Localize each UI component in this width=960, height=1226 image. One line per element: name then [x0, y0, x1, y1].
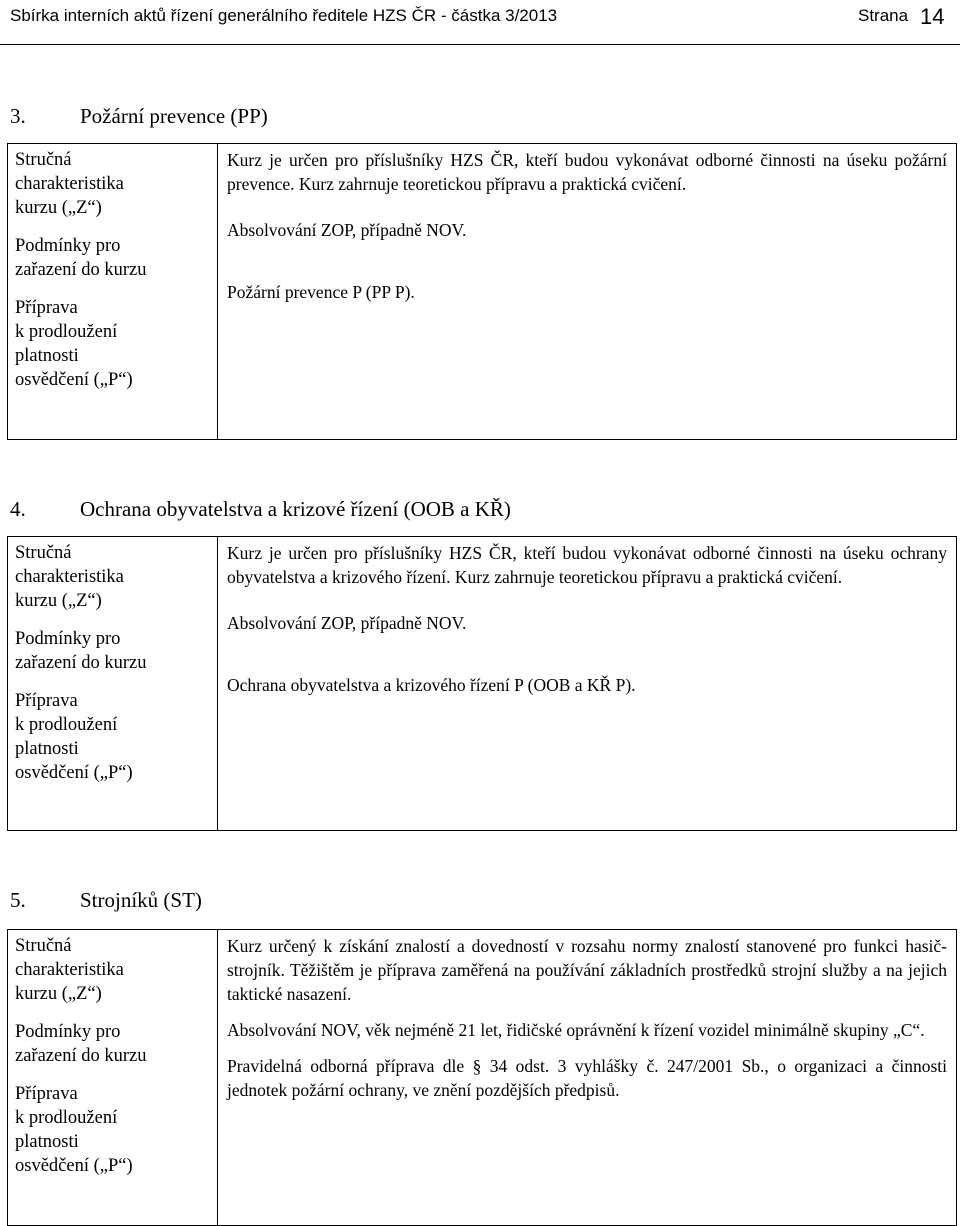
label-column: [8, 930, 218, 1226]
label-preparation: Příprava k prodloužení platnosti osvědčení („P“): [15, 1084, 133, 1176]
label-conditions: Podmínky pro zařazení do kurzu: [15, 236, 147, 280]
section-title: Strojníků (ST): [80, 888, 202, 912]
page-number: 14: [920, 4, 945, 29]
text-preparation: Ochrana obyvatelstva a krizového řízení P (OOB a KŘ P).: [227, 675, 636, 695]
label-preparation: Příprava k prodloužení platnosti osvědčení („P“): [15, 298, 133, 390]
text-conditions: Absolvování NOV, věk nejméně 21 let, řidičské oprávnění k řízení vozidel minimálně skupiny „C“.: [227, 1020, 925, 1040]
section-table-3: [7, 143, 957, 440]
label-preparation: Příprava k prodloužení platnosti osvědčení („P“): [15, 691, 133, 783]
section-table-4: [7, 536, 957, 831]
label-conditions: Podmínky pro zařazení do kurzu: [15, 629, 147, 673]
text-preparation: Požární prevence P (PP P).: [227, 282, 415, 302]
section-table-5: [7, 929, 957, 1226]
content-column: [218, 537, 957, 831]
label-column: [8, 144, 218, 440]
section-number: 5.: [10, 888, 26, 912]
section-heading-4: [10, 497, 511, 522]
label-column: [8, 537, 218, 831]
label-conditions: Podmínky pro zařazení do kurzu: [15, 1022, 147, 1066]
section-title: Požární prevence (PP): [80, 104, 268, 128]
header-title: Sbírka interních aktů řízení generálního ředitele HZS ČR - částka 3/2013: [10, 6, 558, 25]
text-brief-characteristic: Kurz určený k získání znalostí a dovedností v rozsahu normy znalostí stanovené pro funkci hasič-strojník. Těžištěm je příprava zaměřená na používání základních prostředků strojní služby a na jejich taktické nasazení.: [227, 936, 947, 1004]
content-column: [218, 144, 957, 440]
label-brief-characteristic: Stručná charakteristika kurzu („Z“): [15, 150, 124, 218]
text-conditions: Absolvování ZOP, případně NOV.: [227, 220, 467, 240]
page-label: Strana: [858, 6, 909, 25]
text-conditions: Absolvování ZOP, případně NOV.: [227, 613, 467, 633]
section-number: 4.: [10, 497, 26, 521]
section-title: Ochrana obyvatelstva a krizové řízení (OOB a KŘ): [80, 497, 511, 521]
section-number: 3.: [10, 104, 26, 128]
section-heading-5: [10, 888, 202, 913]
label-brief-characteristic: Stručná charakteristika kurzu („Z“): [15, 936, 124, 1004]
section-heading-3: [10, 104, 268, 129]
text-brief-characteristic: Kurz je určen pro příslušníky HZS ČR, kteří budou vykonávat odborné činnosti na úseku požární prevence. Kurz zahrnuje teoretickou přípravu a praktická cvičení.: [227, 150, 947, 194]
content-column: [218, 930, 957, 1226]
label-brief-characteristic: Stručná charakteristika kurzu („Z“): [15, 543, 124, 611]
text-brief-characteristic: Kurz je určen pro příslušníky HZS ČR, kteří budou vykonávat odborné činnosti na úseku ochrany obyvatelstva a krizového řízení. Kurz zahrnuje teoretickou přípravu a praktická cvičení.: [227, 543, 947, 587]
page-header: [0, 0, 960, 45]
text-preparation: Pravidelná odborná příprava dle § 34 odst. 3 vyhlášky č. 247/2001 Sb., o organizaci a činnosti jednotek požární ochrany, ve znění pozdějších předpisů.: [227, 1056, 947, 1100]
